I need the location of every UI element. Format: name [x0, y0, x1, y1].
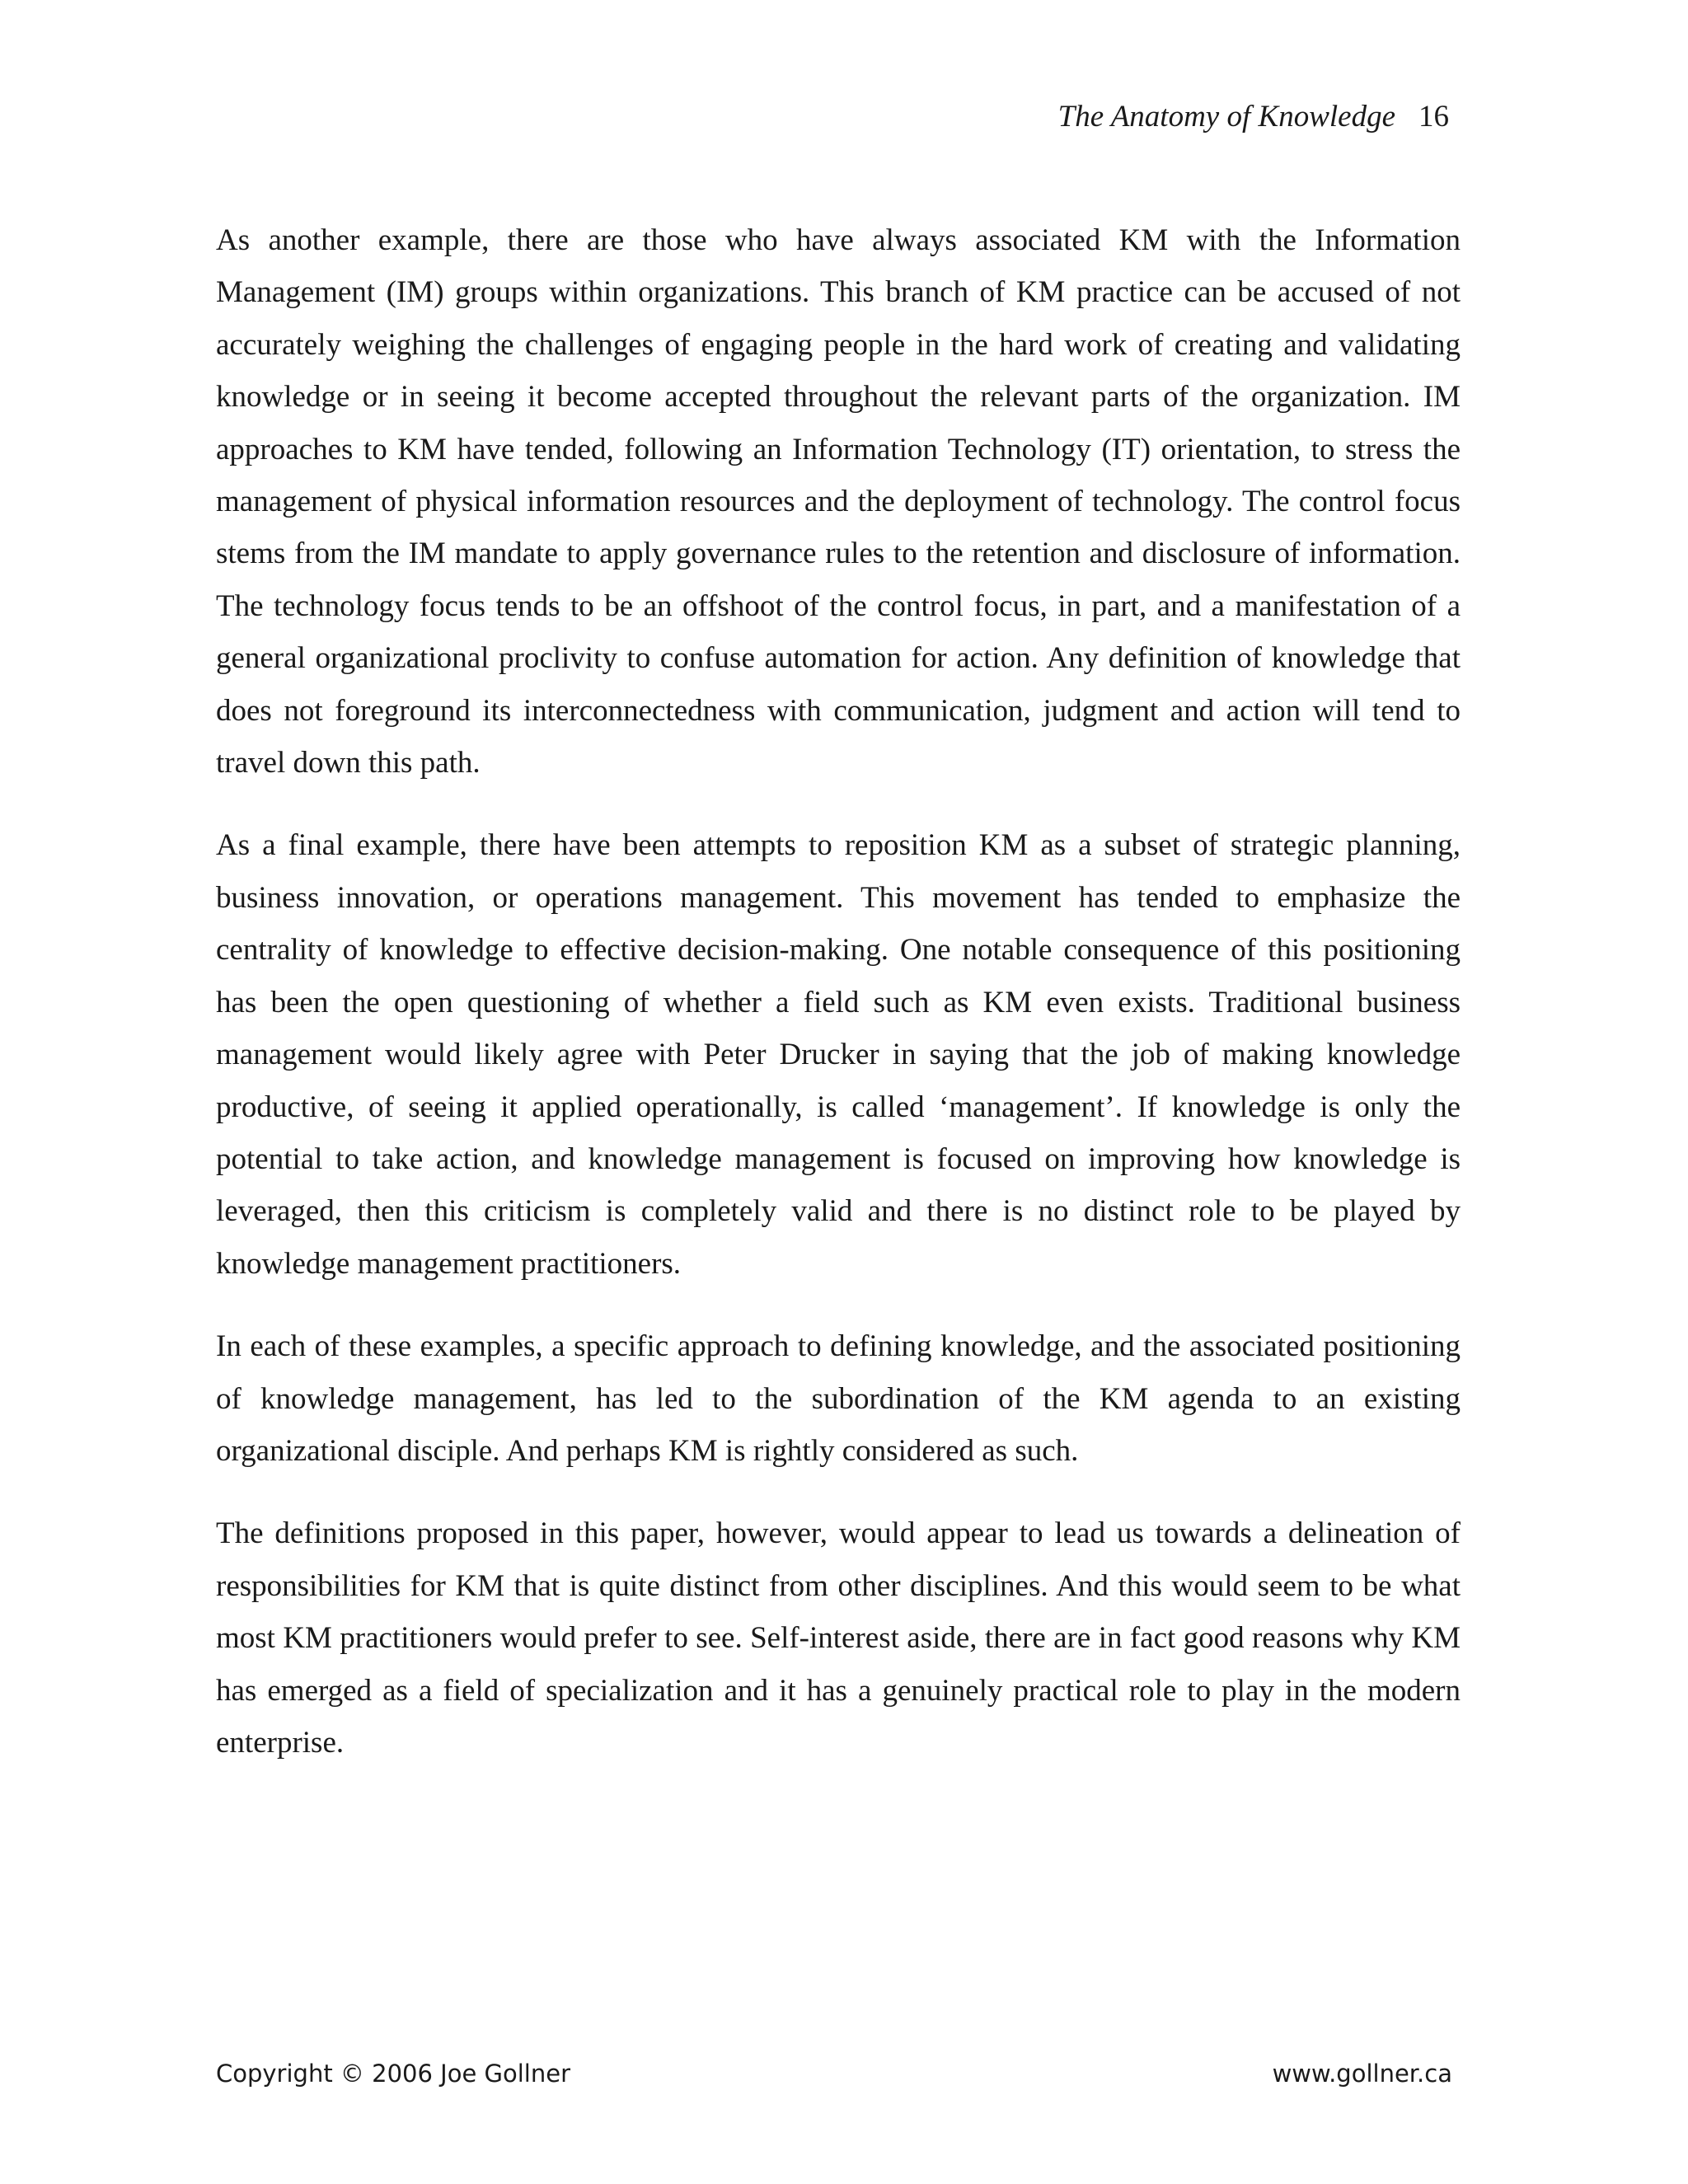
- paragraph-3: In each of these examples, a specific approach to defining knowledge, and the associated positioning of knowledge management, has led to the subordination of the KM agenda to an existing organizational disciple. And perhaps KM is rightly considered as such.: [216, 1329, 1461, 1468]
- copyright-notice: Copyright © 2006 Joe Gollner: [216, 2060, 570, 2088]
- paragraph-1: As another example, there are those who have always associated KM with the Information Management (IM) groups within organizations. This branch of KM practice can be accused of not accurately weighing the challenges of engaging people in the hard work of creating and validating knowledge or in seeing it become accepted throughout the relevant parts of the organization. IM approaches to KM have tended, following an Information Technology (IT) orientation, to stress the management of physical information resources and the deployment of technology. The control focus stems from the IM mandate to apply governance rules to the retention and disclosure of information. The technology focus tends to be an offshoot of the control focus, in part, and a manifestation of a general organizational proclivity to confuse automation for action. Any definition of knowledge that does not foreground its interconnectedness with communication, judgment and action will tend to travel down this path.: [216, 223, 1461, 780]
- page-footer: [216, 2057, 1452, 2090]
- website-link: www.gollner.ca: [1272, 2060, 1452, 2088]
- page-number: 16: [1418, 100, 1449, 134]
- running-header: [1058, 97, 1449, 137]
- paragraph-2: As a final example, there have been attempts to reposition KM as a subset of strategic planning, business innovation, or operations management. This movement has tended to emphasize the centrality of knowledge to effective decision-making. One notable consequence of this positioning has been the open questioning of whether a field such as KM even exists. Traditional business management would likely agree with Peter Drucker in saying that the job of making knowledge productive, of seeing it applied operationally, is called ‘management’. If knowledge is only the potential to take action, and knowledge management is focused on improving how knowledge is leveraged, then this criticism is completely valid and there is no distinct role to be played by knowledge management practitioners.: [216, 828, 1461, 1281]
- body-text: [216, 214, 1461, 1799]
- paragraph-4: The definitions proposed in this paper, however, would appear to lead us towards a delineation of responsibilities for KM that is quite distinct from other disciplines. And this would seem to be what most KM practitioners would prefer to see. Self-interest aside, there are in fact good reasons why KM has emerged as a field of specialization and it has a genuinely practical role to play in the modern enterprise.: [216, 1516, 1461, 1760]
- document-title: The Anatomy of Knowledge: [1057, 100, 1395, 134]
